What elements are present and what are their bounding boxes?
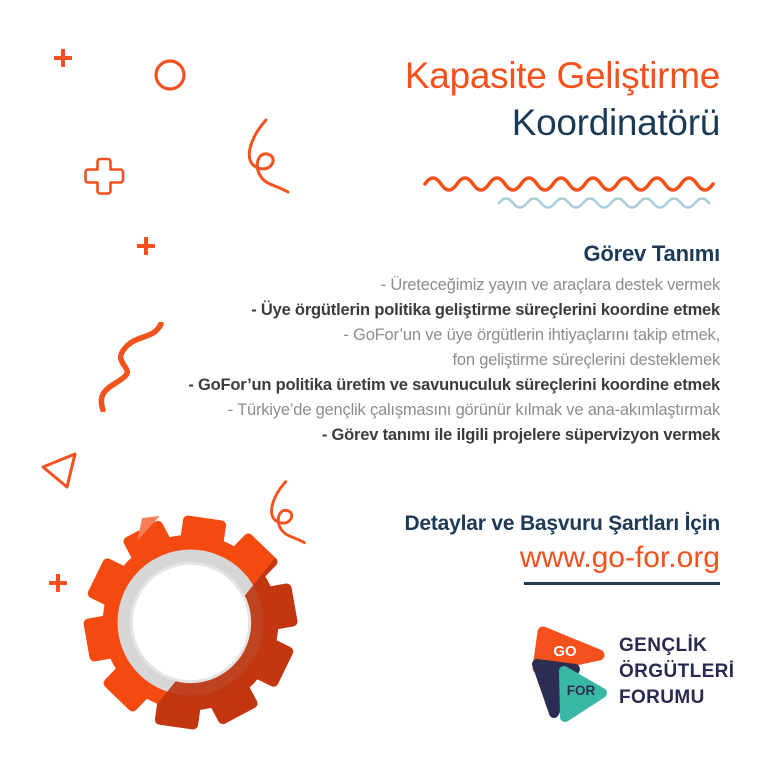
gofor-logo: [527, 623, 735, 725]
plus-icon: [137, 237, 155, 255]
wordmark-line: GENÇLİK: [619, 635, 708, 656]
duty-line: - Türkiye’de gençlik çalışmasını görünür kılmak ve ana-akımlaştırmak: [227, 401, 720, 419]
apply-label: Detaylar ve Başvuru Şartları İçin: [404, 512, 720, 535]
title-line-1: Kapasite Geliştirme: [404, 55, 720, 96]
duty-line: - Görev tanımı ile ilgili projelere süpervizyon vermek: [321, 426, 720, 444]
website-link[interactable]: www.go-for.org: [519, 541, 720, 574]
plus-icon: [54, 49, 72, 67]
wave-divider-icon: [423, 170, 719, 214]
s-squiggle-icon: [96, 322, 170, 412]
duty-line: fon geliştirme süreçlerini desteklemek: [452, 351, 720, 369]
logo-for-text: FOR: [566, 683, 596, 698]
circle-icon: [153, 58, 187, 92]
plus-outline-icon: [83, 157, 125, 197]
triangle-icon: [38, 448, 82, 492]
duties-section: [188, 241, 720, 448]
logo-wordmark: [619, 633, 735, 711]
duties-heading: Görev Tanımı: [583, 241, 720, 266]
gear-icon: [80, 514, 302, 730]
wordmark-line: ÖRGÜTLERİ: [619, 661, 735, 682]
loop-squiggle-icon: [237, 118, 291, 196]
apply-section: [404, 511, 720, 585]
title-line-2: Koordinatörü: [511, 102, 720, 143]
gofor-logo-icon: [527, 623, 609, 725]
duty-line: - Üreteceğimiz yayın ve araçlara destek vermek: [380, 276, 720, 294]
underline-divider: [524, 582, 720, 585]
duty-line: - GoFor’un politika üretim ve savunuculuk süreçlerini koordine etmek: [188, 376, 720, 394]
logo-go-text: GO: [553, 643, 577, 660]
plus-icon: [49, 574, 67, 592]
page-title: [405, 52, 720, 146]
wordmark-line: FORUMU: [619, 687, 705, 708]
duty-line: - Üye örgütlerin politika geliştirme süreçlerini koordine etmek: [251, 301, 720, 319]
duty-line: - GoFor’un ve üye örgütlerin ihtiyaçlarını takip etmek,: [343, 326, 720, 344]
